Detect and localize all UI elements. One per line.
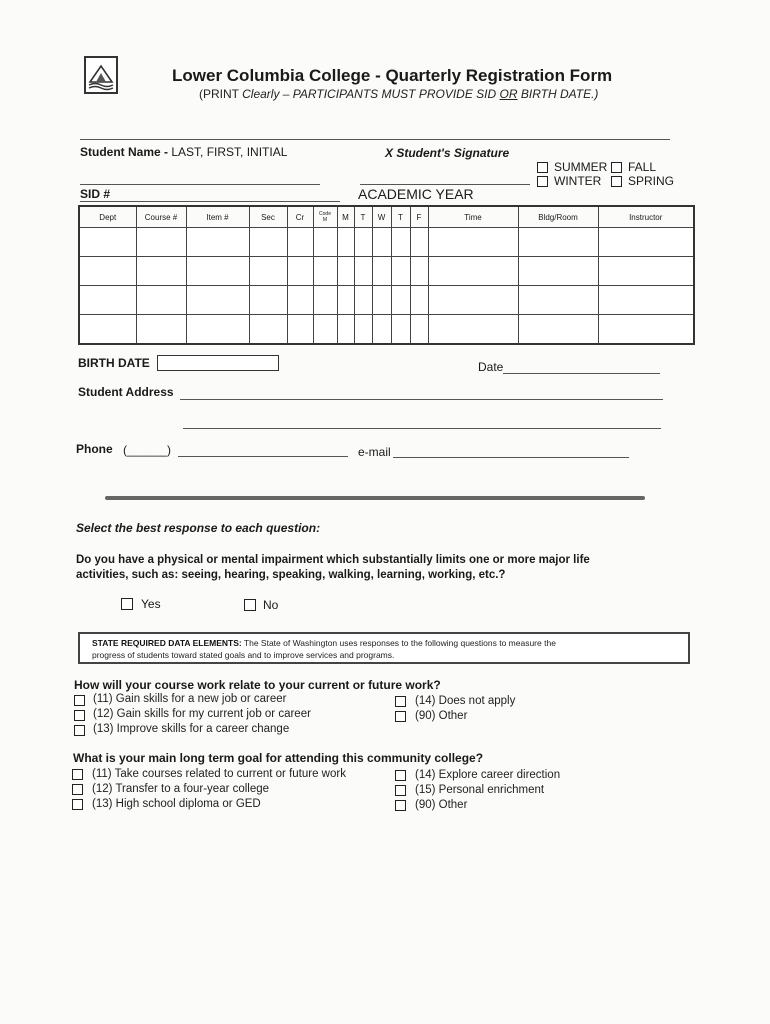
- form-title: Lower Columbia College - Quarterly Registration Form: [172, 66, 613, 85]
- table-cell[interactable]: [354, 257, 372, 286]
- table-row: [79, 228, 694, 257]
- table-cell[interactable]: [287, 257, 313, 286]
- phone-entry-line[interactable]: [178, 456, 348, 457]
- table-cell[interactable]: [186, 257, 249, 286]
- table-cell[interactable]: [410, 286, 428, 315]
- summer-label: SUMMER: [554, 160, 608, 174]
- col-sec: Sec: [249, 206, 287, 228]
- col-w: W: [372, 206, 391, 228]
- col-cr: Cr: [287, 206, 313, 228]
- winter-checkbox[interactable]: [537, 176, 548, 187]
- table-cell[interactable]: [186, 315, 249, 345]
- survey-instruction: Select the best response to each question:: [76, 521, 321, 535]
- col-code: Code M: [313, 206, 337, 228]
- course-schedule-table: [78, 205, 695, 345]
- table-cell[interactable]: [337, 315, 354, 345]
- q1-option-12-label: (12) Gain skills for my current job or career: [93, 708, 311, 720]
- q2-option-12-label: (12) Transfer to a four-year college: [92, 783, 270, 795]
- student-address-label: Student Address: [78, 385, 174, 399]
- table-cell[interactable]: [372, 315, 391, 345]
- table-cell[interactable]: [337, 286, 354, 315]
- q2-option-90-label: (90) Other: [415, 799, 468, 811]
- table-cell[interactable]: [136, 228, 186, 257]
- q2-option-90-checkbox[interactable]: [395, 800, 406, 811]
- impairment-no-checkbox[interactable]: [244, 599, 256, 611]
- impairment-question-line1: Do you have a physical or mental impairment which substantially limits one or more major life: [76, 554, 590, 566]
- q1-option-12-checkbox[interactable]: [74, 710, 85, 721]
- q2-option-15-checkbox[interactable]: [395, 785, 406, 796]
- table-cell[interactable]: [372, 286, 391, 315]
- table-row: [79, 286, 694, 315]
- student-name-label: Student Name - LAST, FIRST, INITIAL: [80, 145, 288, 159]
- col-t: T: [354, 206, 372, 228]
- q1-option-13-checkbox[interactable]: [74, 725, 85, 736]
- table-row: [79, 315, 694, 345]
- long-term-goal-question: What is your main long term goal for attending this community college?: [73, 751, 484, 765]
- form-subtitle: (PRINT Clearly – PARTICIPANTS MUST PROVIDE SID OR BIRTH DATE.): [199, 87, 599, 101]
- table-cell[interactable]: [337, 228, 354, 257]
- q2-option-11-checkbox[interactable]: [72, 769, 83, 780]
- table-cell[interactable]: [391, 315, 410, 345]
- col-f: F: [410, 206, 428, 228]
- table-cell[interactable]: [313, 286, 337, 315]
- academic-year-label: ACADEMIC YEAR: [358, 186, 474, 202]
- table-cell[interactable]: [354, 286, 372, 315]
- address-line-1[interactable]: [180, 399, 663, 400]
- date-entry-line[interactable]: [503, 373, 660, 374]
- date-label: Date: [478, 360, 504, 374]
- q1-option-13-label: (13) Improve skills for a career change: [93, 723, 290, 735]
- table-cell[interactable]: [79, 257, 136, 286]
- name-top-rule: [80, 139, 670, 140]
- q2-option-14-label: (14) Explore career direction: [415, 769, 561, 781]
- col-dept: Dept: [79, 206, 136, 228]
- table-cell[interactable]: [518, 257, 598, 286]
- birth-date-field[interactable]: [157, 355, 279, 371]
- q2-option-11-label: (11) Take courses related to current or future work: [92, 768, 346, 780]
- table-cell[interactable]: [598, 228, 694, 257]
- phone-area-code[interactable]: (______): [123, 443, 172, 457]
- email-label: e-mail: [358, 445, 391, 459]
- summer-checkbox[interactable]: [537, 162, 548, 173]
- q2-option-14-checkbox[interactable]: [395, 770, 406, 781]
- table-cell[interactable]: [372, 228, 391, 257]
- col-bldg-room: Bldg/Room: [518, 206, 598, 228]
- table-cell[interactable]: [79, 228, 136, 257]
- table-cell[interactable]: [410, 315, 428, 345]
- table-cell[interactable]: [410, 228, 428, 257]
- table-cell[interactable]: [136, 257, 186, 286]
- table-cell[interactable]: [136, 315, 186, 345]
- sid-label: SID #: [80, 187, 111, 201]
- q2-option-12-checkbox[interactable]: [72, 784, 83, 795]
- work-relation-question: How will your course work relate to your current or future work?: [74, 678, 441, 692]
- name-entry-line[interactable]: [80, 184, 320, 185]
- table-cell[interactable]: [410, 257, 428, 286]
- state-required-notice: STATE REQUIRED DATA ELEMENTS: The State of Washington uses responses to the following questions to measure the progress of students toward stated goals and to improve services and programs.: [78, 632, 690, 664]
- q1-option-14-label: (14) Does not apply: [415, 695, 516, 707]
- table-cell[interactable]: [79, 315, 136, 345]
- signature-entry-line[interactable]: [360, 184, 530, 185]
- sid-entry-line[interactable]: [80, 201, 340, 202]
- table-cell[interactable]: [391, 228, 410, 257]
- table-cell[interactable]: [518, 228, 598, 257]
- table-header-row: [79, 206, 694, 228]
- no-label: No: [263, 598, 279, 612]
- q1-option-11-label: (11) Gain skills for a new job or career: [93, 693, 287, 705]
- col-m: M: [337, 206, 354, 228]
- q1-option-90-checkbox[interactable]: [395, 711, 406, 722]
- fall-checkbox[interactable]: [611, 162, 622, 173]
- table-cell[interactable]: [249, 286, 287, 315]
- table-cell[interactable]: [428, 315, 518, 345]
- table-cell[interactable]: [354, 315, 372, 345]
- col-course: Course #: [136, 206, 186, 228]
- table-cell[interactable]: [186, 286, 249, 315]
- table-cell[interactable]: [598, 257, 694, 286]
- table-cell[interactable]: [313, 257, 337, 286]
- table-cell[interactable]: [372, 257, 391, 286]
- section-divider: [105, 496, 645, 500]
- table-cell[interactable]: [598, 286, 694, 315]
- table-row: [79, 257, 694, 286]
- phone-label: Phone: [76, 442, 113, 456]
- yes-label: Yes: [141, 597, 161, 611]
- table-cell[interactable]: [313, 315, 337, 345]
- impairment-question-line2: activities, such as: seeing, hearing, speaking, walking, learning, working, etc.?: [76, 569, 506, 581]
- spring-label: SPRING: [628, 174, 675, 188]
- table-cell[interactable]: [354, 228, 372, 257]
- email-entry-line[interactable]: [393, 457, 629, 458]
- table-cell[interactable]: [287, 286, 313, 315]
- table-cell[interactable]: [428, 257, 518, 286]
- q2-option-13-label: (13) High school diploma or GED: [92, 798, 261, 810]
- table-cell[interactable]: [249, 257, 287, 286]
- college-logo-icon: [84, 56, 118, 94]
- q1-option-11-checkbox[interactable]: [74, 695, 85, 706]
- birth-date-label: BIRTH DATE: [78, 356, 150, 370]
- table-cell[interactable]: [428, 286, 518, 315]
- table-cell[interactable]: [598, 315, 694, 345]
- table-cell[interactable]: [313, 228, 337, 257]
- table-cell[interactable]: [428, 228, 518, 257]
- table-cell[interactable]: [186, 228, 249, 257]
- table-cell[interactable]: [136, 286, 186, 315]
- impairment-yes-checkbox[interactable]: [121, 598, 133, 610]
- col-item: Item #: [186, 206, 249, 228]
- q1-option-14-checkbox[interactable]: [395, 696, 406, 707]
- table-cell[interactable]: [287, 315, 313, 345]
- signature-label: X Student's Signature: [385, 146, 510, 160]
- table-cell[interactable]: [391, 286, 410, 315]
- table-cell[interactable]: [518, 315, 598, 345]
- spring-checkbox[interactable]: [611, 176, 622, 187]
- table-cell[interactable]: [287, 228, 313, 257]
- q2-option-13-checkbox[interactable]: [72, 799, 83, 810]
- table-cell[interactable]: [249, 228, 287, 257]
- table-cell[interactable]: [337, 257, 354, 286]
- q1-option-90-label: (90) Other: [415, 710, 468, 722]
- col-time: Time: [428, 206, 518, 228]
- table-cell[interactable]: [391, 257, 410, 286]
- col-instructor: Instructor: [598, 206, 694, 228]
- address-line-2[interactable]: [183, 428, 661, 429]
- table-cell[interactable]: [249, 315, 287, 345]
- q2-option-15-label: (15) Personal enrichment: [415, 784, 545, 796]
- winter-label: WINTER: [554, 174, 602, 188]
- fall-label: FALL: [628, 160, 657, 174]
- table-cell[interactable]: [79, 286, 136, 315]
- col-th: T: [391, 206, 410, 228]
- table-cell[interactable]: [518, 286, 598, 315]
